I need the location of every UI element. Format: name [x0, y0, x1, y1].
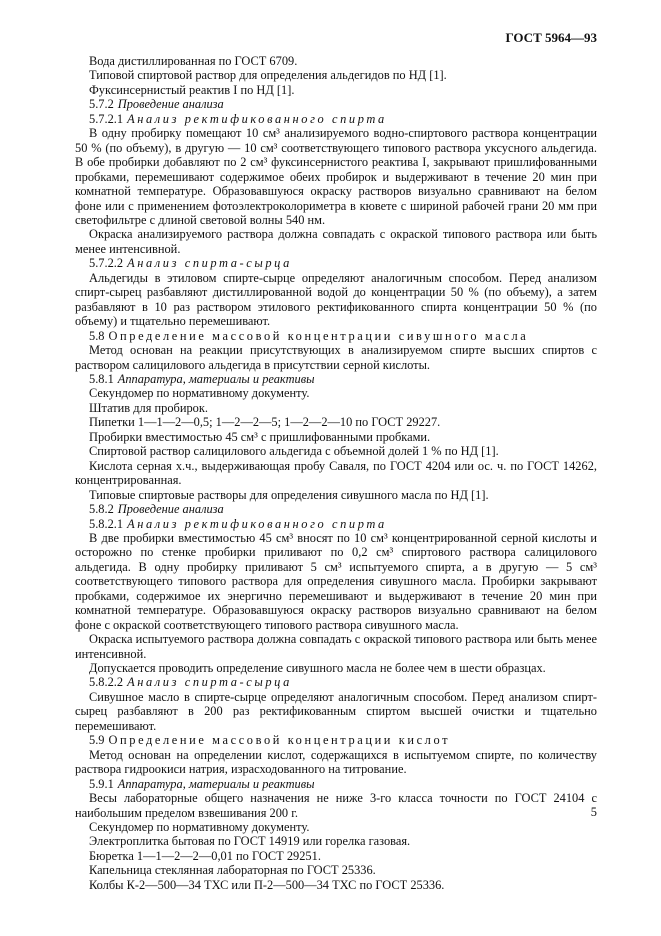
- section-heading: [75, 97, 597, 111]
- section-number: 5.9: [89, 733, 105, 748]
- section-heading: [75, 502, 597, 516]
- paragraph: Секундомер по нормативному документу.: [89, 820, 310, 835]
- paragraph: Типовые спиртовые растворы для определения сивушного масла по НД [1].: [89, 487, 489, 502]
- paragraph: В одну пробирку помещают 10 см³ анализируемого водно-спиртового раствора концентрации 50 % (по объему), в другую — 10 см³ соответствующего типового раствора уксусного альдегида. В обе пробирки добавляют по 2 см³ фуксинсернистого реактива I, закрывают пришлифованными пробками, перемешивают содержимое обеих пробирок и выдерживают в течение 20 мин при комнатной температуре. Образовавшуюся окраску растворов визуально сравнивают на белом фоне или с применением фотоэлектроколориметра в кювете с шириной рабочей грани 20 мм при светофильтре с длиной световой волны 540 нм.: [75, 126, 597, 227]
- section-title: Аппаратура, материалы и реактивы: [117, 776, 315, 791]
- document-body: [75, 54, 597, 892]
- paragraph: Спиртовой раствор салицилового альдегида с объемной долей 1 % по НД [1].: [89, 444, 499, 459]
- section-heading: [75, 777, 597, 791]
- paragraph: Капельница стеклянная лабораторная по ГОСТ 25336.: [89, 863, 376, 878]
- section-number: 5.7.2.2: [89, 256, 124, 271]
- document-header: ГОСТ 5964—93: [505, 30, 597, 45]
- section-title: Проведение анализа: [117, 97, 224, 112]
- section-title: Проведение анализа: [117, 502, 224, 517]
- paragraph: Альдегиды в этиловом спирте-сырце определяют аналогичным способом. Перед анализом спирт-сырец разбавляют дистиллированной водой до концентрации 50 % (по объему), а затем разбавляют в 10 раз раствором этилового ректификованного спирта концентрации 50 % (по объему) и тщательно перемешивают.: [75, 270, 597, 329]
- paragraph: Типовой спиртовой раствор для определения альдегидов по НД [1].: [89, 68, 447, 83]
- section-heading: [75, 675, 597, 689]
- section-heading: [75, 329, 597, 343]
- paragraph: Электроплитка бытовая по ГОСТ 14919 или горелка газовая.: [89, 834, 411, 849]
- section-heading: [75, 733, 597, 747]
- section-number: 5.8.2.1: [89, 516, 124, 531]
- section-number: 5.8: [89, 328, 105, 343]
- section-title: Анализ ректификованного спирта: [127, 111, 387, 126]
- section-title: Анализ спирта-сырца: [127, 675, 292, 690]
- paragraph: Сивушное масло в спирте-сырце определяют аналогичным способом. Перед анализом спирт-сырец разбавляют в 200 раз ректификованным спиртом высшей очистки и тщательно перемешивают.: [75, 689, 597, 733]
- section-number: 5.7.2: [89, 97, 114, 112]
- section-title: Определение массовой концентрации сивушного масла: [108, 328, 529, 343]
- paragraph: Окраска анализируемого раствора должна совпадать с окраской типового раствора или быть менее интенсивной.: [75, 227, 597, 256]
- section-number: 5.9.1: [89, 776, 114, 791]
- paragraph: В две пробирки вместимостью 45 см³ вносят по 10 см³ концентрированной серной кислоты и осторожно по стенке пробирки приливают по 0,2 см³ спиртового раствора салицилового альдегида. В одну пробирку приливают 5 см³ испытуемого спирта, а в другую — 5 см³ соответствующего типового раствора для определения сивушного масла. Пробирки закрывают пробками, содержимое их энергично перемешивают и выдерживают в течение 20 мин при комнатной температуре. Образовавшуюся окраску растворов визуально сравнивают на белом фоне с окраской соответствующего типового раствора сивушного масла.: [75, 530, 597, 632]
- section-title: Анализ спирта-сырца: [127, 256, 292, 271]
- paragraph: Пипетки 1—1—2—0,5; 1—2—2—5; 1—2—2—10 по ГОСТ 29227.: [89, 415, 441, 430]
- paragraph: Фуксинсернистый реактив I по НД [1].: [89, 82, 295, 97]
- page-number: 5: [590, 805, 597, 819]
- paragraph: Допускается проводить определение сивушного масла не более чем в шести образцах.: [89, 661, 546, 676]
- paragraph: Пробирки вместимостью 45 см³ с пришлифованными пробками.: [89, 429, 431, 444]
- paragraph: Кислота серная х.ч., выдерживающая пробу Саваля, по ГОСТ 4204 или ос. ч. по ГОСТ 14262, концентрированная.: [75, 458, 597, 488]
- section-title: Аппаратура, материалы и реактивы: [117, 371, 315, 386]
- section-number: 5.8.2.2: [89, 675, 124, 690]
- paragraph: Штатив для пробирок.: [89, 400, 208, 415]
- paragraph: Вода дистиллированная по ГОСТ 6709.: [89, 54, 298, 68]
- paragraph: Секундомер по нормативному документу.: [89, 386, 310, 401]
- section-heading: [75, 517, 597, 531]
- paragraph: Метод основан на реакции присутствующих в анализируемом спирте высших спиртов с раствором салицилового альдегида в присутствии серной кислоты.: [75, 343, 597, 372]
- paragraph: Окраска испытуемого раствора должна совпадать с окраской типового раствора или быть менее интенсивной.: [75, 632, 597, 661]
- section-number: 5.8.1: [89, 371, 114, 386]
- paragraph: Бюретка 1—1—2—2—0,01 по ГОСТ 29251.: [89, 848, 321, 863]
- paragraph: Метод основан на определении кислот, содержащихся в испытуемом спирте, по количеству раствора гидроокиси натрия, израсходованного на титрование.: [75, 747, 597, 777]
- section-number: 5.7.2.1: [89, 111, 124, 126]
- section-heading: [75, 112, 597, 126]
- section-title: Определение массовой концентрации кислот: [108, 733, 451, 748]
- paragraph: Колбы К-2—500—34 ТХС или П-2—500—34 ТХС по ГОСТ 25336.: [89, 877, 445, 892]
- section-number: 5.8.2: [89, 502, 114, 517]
- section-heading: [75, 256, 597, 270]
- section-title: Анализ ректификованного спирта: [127, 516, 387, 531]
- paragraph: Весы лабораторные общего назначения не ниже 3-го класса точности по ГОСТ 24104 с наибольшим пределом взвешивания 200 г.: [75, 791, 597, 820]
- section-heading: [75, 372, 597, 386]
